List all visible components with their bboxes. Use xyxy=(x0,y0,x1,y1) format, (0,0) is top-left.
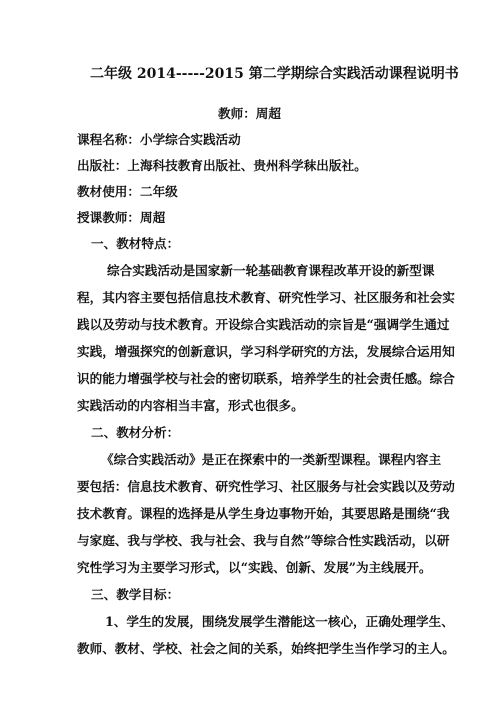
instructor: 授课教师：周超 xyxy=(77,210,166,225)
paragraph-line: 综合实践活动是国家新一轮基础教育课程改革开设的新型课 xyxy=(107,263,435,278)
course-name: 课程名称：小学综合实践活动 xyxy=(77,132,241,147)
paragraph-line: 实践，增强探究的创新意识，学习科学研究的方法，发展综合运用知 xyxy=(77,344,455,359)
paragraph-line: 1、学生的发展，围绕发展学生潜能这一核心，正确处理学生、 xyxy=(105,614,454,629)
paragraph-line: 教师、教材、学校、社会之间的关系，始终把学生当作学习的主人。 xyxy=(77,641,455,656)
paragraph-line: 程，其内容主要包括信息技术教育、研究性学习、社区服务和社会实 xyxy=(77,290,455,305)
section-heading: 二、教材分析： xyxy=(91,425,180,440)
document-title: 二年级 2014-----2015 第二学期综合实践活动课程说明书 xyxy=(90,66,459,82)
publisher: 出版社：上海科技教育出版社、贵州科学秣出版社。 xyxy=(77,158,367,173)
paragraph-line: 《综合实践活动》是正在探索中的一类新型课程。课程内容主 xyxy=(101,452,442,467)
section-heading: 三、教学目标： xyxy=(91,587,180,602)
paragraph-line: 要包括：信息技术教育、研究性学习、社区服务与社会实践以及劳动 xyxy=(77,479,455,494)
paragraph-line: 与家庭、我与学校、我与社会、我与自然”等综合性实践活动，以研 xyxy=(77,533,450,548)
paragraph-line: 技术教育。课程的选择是从学生身边事物开始，其要思路是围绕“我 xyxy=(77,506,450,521)
paragraph-line: 识的能力增强学校与社会的密切联系，培养学生的社会责任感。综合 xyxy=(77,371,455,386)
teacher-line: 教师：周超 xyxy=(218,106,281,121)
paragraph-line: 究性学习为主要学习形式，以“实践、创新、发展”为主线展开。 xyxy=(77,560,432,575)
paragraph-line: 践以及劳动与技术教育。开设综合实践活动的宗旨是“强调学生通过 xyxy=(77,317,450,332)
section-heading: 一、教材特点： xyxy=(91,236,180,251)
textbook-use: 教材使用：二年级 xyxy=(77,184,178,199)
paragraph-line: 实践活动的内容相当丰富，形式也很多。 xyxy=(77,398,304,413)
